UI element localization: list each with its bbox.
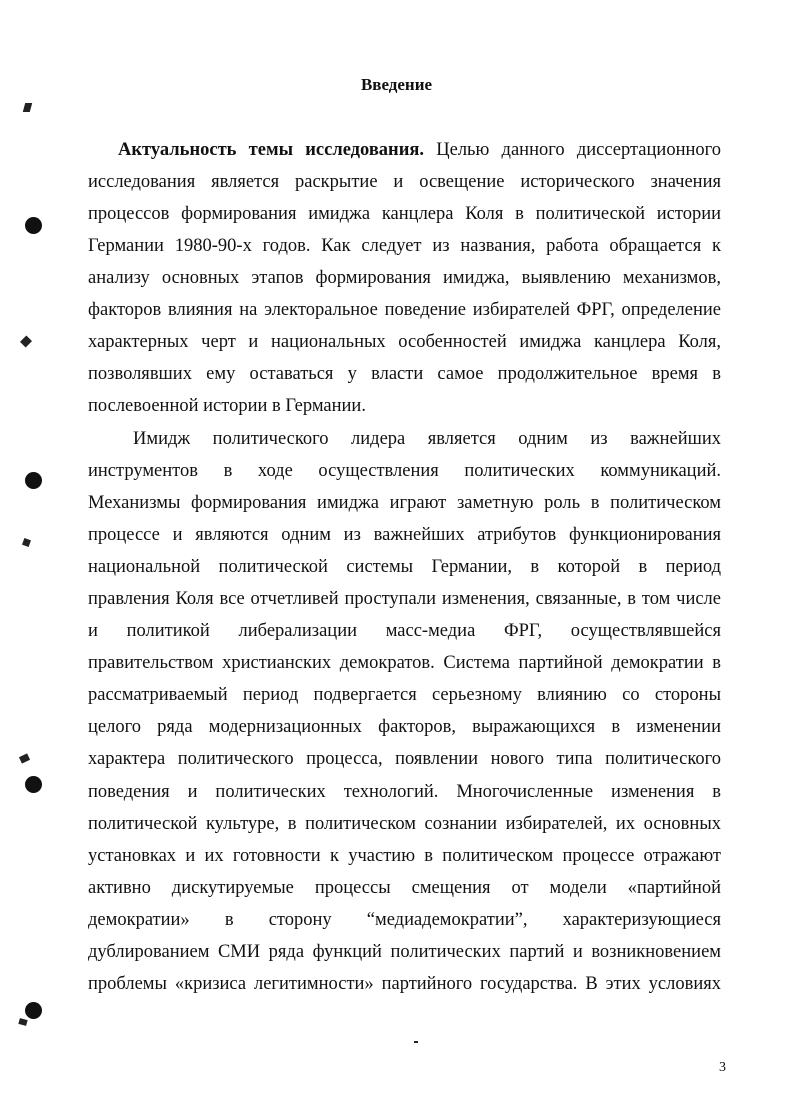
punch-hole <box>25 1002 42 1019</box>
scan-speck <box>19 753 30 763</box>
paragraph-line: инструментов в ходе осуществления политических коммуникаций. <box>88 461 721 481</box>
punch-hole <box>25 776 42 793</box>
paragraph-line: рассматриваемый период подвергается серьезному влиянию со стороны <box>88 685 721 705</box>
paragraph-line: послевоенной истории в Германии. <box>88 396 366 416</box>
paragraph-line: активно дискутируемые процессы смещения от модели «партийной <box>88 878 721 898</box>
paragraph-line: целого ряда модернизационных факторов, выражающихся в изменении <box>88 717 721 737</box>
punch-hole <box>25 472 42 489</box>
paragraph-line: процессов формирования имиджа канцлера Коля в политической истории <box>88 204 721 224</box>
paragraph-line: национальной политической системы Германии, в которой в период <box>88 557 721 577</box>
scan-speck <box>20 335 32 347</box>
paragraph-line: проблемы «кризиса легитимности» партийного государства. В этих условиях <box>88 974 721 994</box>
paragraph-line: Германии 1980-90-х годов. Как следует из названия, работа обращается к <box>88 236 721 256</box>
section-heading-inline: Актуальность темы исследования. <box>118 140 425 160</box>
paragraph-line: дублированием СМИ ряда функций политических партий и возникновением <box>88 942 721 962</box>
paragraph-line: поведения и политических технологий. Многочисленные изменения в <box>88 782 721 802</box>
paragraph-line: анализу основных этапов формирования имиджа, выявлению механизмов, <box>88 268 721 288</box>
scan-speck <box>18 1018 27 1026</box>
paragraph-text: Целью данного диссертационного <box>424 140 721 160</box>
paragraph-line: позволявших ему оставаться у власти самое продолжительное время в <box>88 364 721 384</box>
paragraph-line <box>118 134 721 166</box>
page-title: Введение <box>360 75 433 94</box>
paragraph-line: установках и их готовности к участию в политическом процессе отражают <box>88 846 721 866</box>
paragraph-line: процессе и являются одним из важнейших атрибутов функционирования <box>88 525 721 545</box>
paragraph-line: Механизмы формирования имиджа играют заметную роль в политическом <box>88 493 721 513</box>
page-number: 3 <box>719 1060 726 1075</box>
scan-speck <box>23 103 32 112</box>
scan-speck <box>22 538 31 547</box>
paragraph-line: характерных черт и национальных особенностей имиджа канцлера Коля, <box>88 332 721 352</box>
paragraph-line: правительством христианских демократов. Система партийной демократии в <box>88 653 721 673</box>
paragraph-line: правления Коля все отчетливей проступали изменения, связанные, в том числе <box>88 589 721 609</box>
paragraph-line: факторов влияния на электоральное поведение избирателей ФРГ, определение <box>88 300 721 320</box>
paragraph-line: и политикой либерализации масс-медиа ФРГ, осуществлявшейся <box>88 621 721 641</box>
punch-hole <box>25 217 42 234</box>
scan-speck <box>414 1041 418 1043</box>
paragraph-line: исследования является раскрытие и освещение исторического значения <box>88 172 721 192</box>
paragraph-line: Имидж политического лидера является одним из важнейших <box>133 429 721 449</box>
paragraph-line: политической культуре, в политическом сознании избирателей, их основных <box>88 814 721 834</box>
paragraph-line: демократии» в сторону “медиадемократии”, характеризующиеся <box>88 910 721 930</box>
paragraph-line: характера политического процесса, появлении нового типа политического <box>88 749 721 769</box>
